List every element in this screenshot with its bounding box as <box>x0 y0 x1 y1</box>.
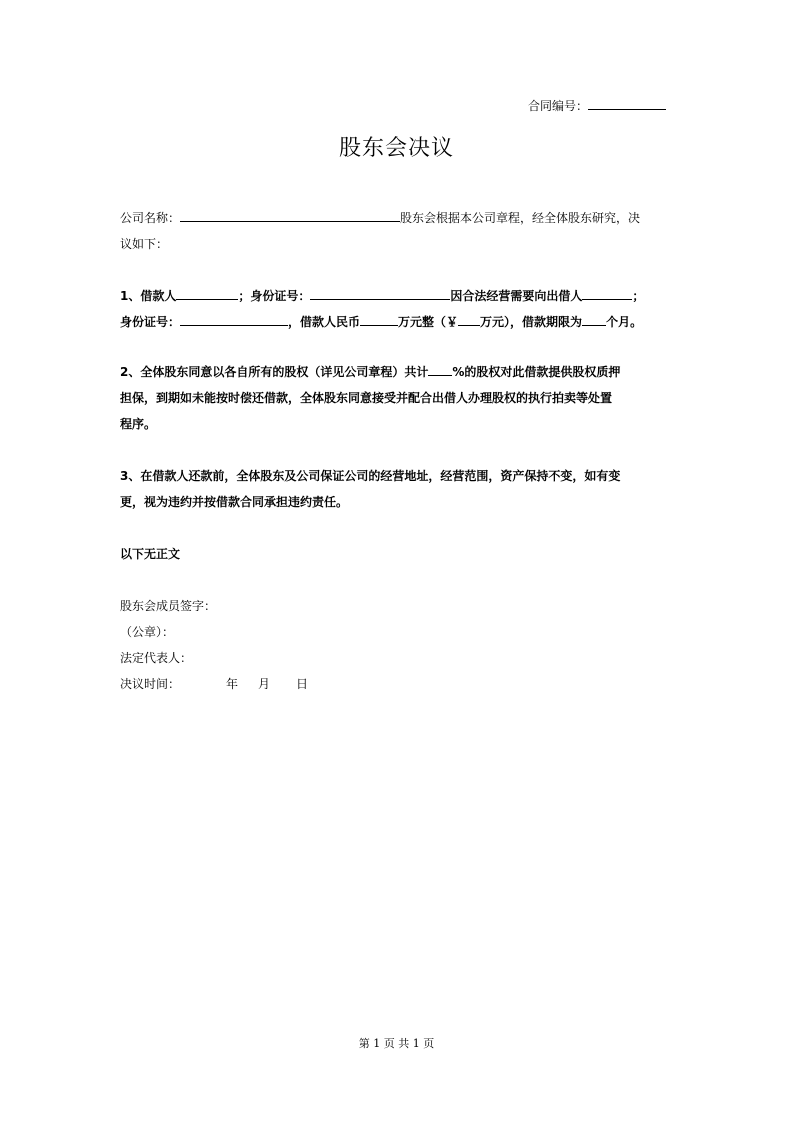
end-note: 以下无正文 <box>120 547 181 561</box>
clause-2-line-3: 程序。 <box>120 417 157 431</box>
intro-text: 股东会根据本公司章程，经全体股东研究，决 <box>400 211 641 225</box>
clause-2-line-1 <box>120 359 676 385</box>
company-name-label: 公司名称： <box>120 211 181 225</box>
legal-representative-label: 法定代表人： <box>120 651 193 665</box>
lender-name-blank[interactable] <box>582 286 632 300</box>
clause-1-text: 身份证号： <box>120 315 181 329</box>
year-label: 年 <box>226 677 239 691</box>
clause-1-text: 个月。 <box>606 315 643 329</box>
document-title: 股东会决议 <box>338 136 454 161</box>
resolution-date-row <box>120 671 308 697</box>
shareholder-signatures-label: 股东会成员签字： <box>120 599 217 613</box>
intro-line-1 <box>120 205 676 231</box>
clause-1-text: 因合法经营需要向出借人 <box>450 289 583 303</box>
clause-1-text: ，借款人民币 <box>288 315 361 329</box>
clause-1-text: ； <box>632 289 645 303</box>
intro-paragraph <box>120 205 676 257</box>
loan-term-blank[interactable] <box>582 312 606 326</box>
clause-1 <box>120 283 676 335</box>
clause-1-line-1 <box>120 283 676 309</box>
borrower-name-blank[interactable] <box>176 286 238 300</box>
clause-1-text: 1、借款人 <box>120 289 177 303</box>
clause-1-text: 万元），借款期限为 <box>480 315 583 329</box>
amount-figures-blank[interactable] <box>458 312 480 326</box>
clause-3-line-2: 更，视为违约并按借款合同承担违约责任。 <box>120 495 349 509</box>
equity-percent-blank[interactable] <box>428 362 452 376</box>
clause-3 <box>120 463 676 515</box>
clause-2-line-2: 担保，到期如未能按时偿还借款，全体股东同意接受并配合出借人办理股权的执行拍卖等处置 <box>120 391 613 405</box>
page-footer: 第 1 页 共 1 页 <box>358 1037 435 1050</box>
lender-id-blank[interactable] <box>180 312 288 326</box>
clause-2-text: 2、全体股东同意以各自所有的股权（详见公司章程）共计 <box>120 365 429 379</box>
clause-1-text: 万元整（￥ <box>398 315 459 329</box>
day-label: 日 <box>296 677 309 691</box>
company-seal-label: （公章）： <box>120 625 175 639</box>
clause-1-line-2 <box>120 309 676 335</box>
clause-2 <box>120 359 676 437</box>
clause-1-text: ；身份证号： <box>238 289 311 303</box>
amount-words-blank[interactable] <box>360 312 398 326</box>
month-label: 月 <box>258 677 271 691</box>
company-name-blank[interactable] <box>180 208 400 222</box>
clause-2-text: %的股权对此借款提供股权质押 <box>452 365 621 379</box>
resolution-date-label: 决议时间： <box>120 677 181 691</box>
contract-number-row <box>528 96 666 114</box>
clause-3-line-1: 3、在借款人还款前，全体股东及公司保证公司的经营地址，经营范围，资产保持不变，如有变 <box>120 469 621 483</box>
contract-number-blank[interactable] <box>588 96 666 110</box>
contract-number-label: 合同编号： <box>528 99 589 113</box>
intro-line-2: 议如下： <box>120 237 169 251</box>
borrower-id-blank[interactable] <box>310 286 450 300</box>
